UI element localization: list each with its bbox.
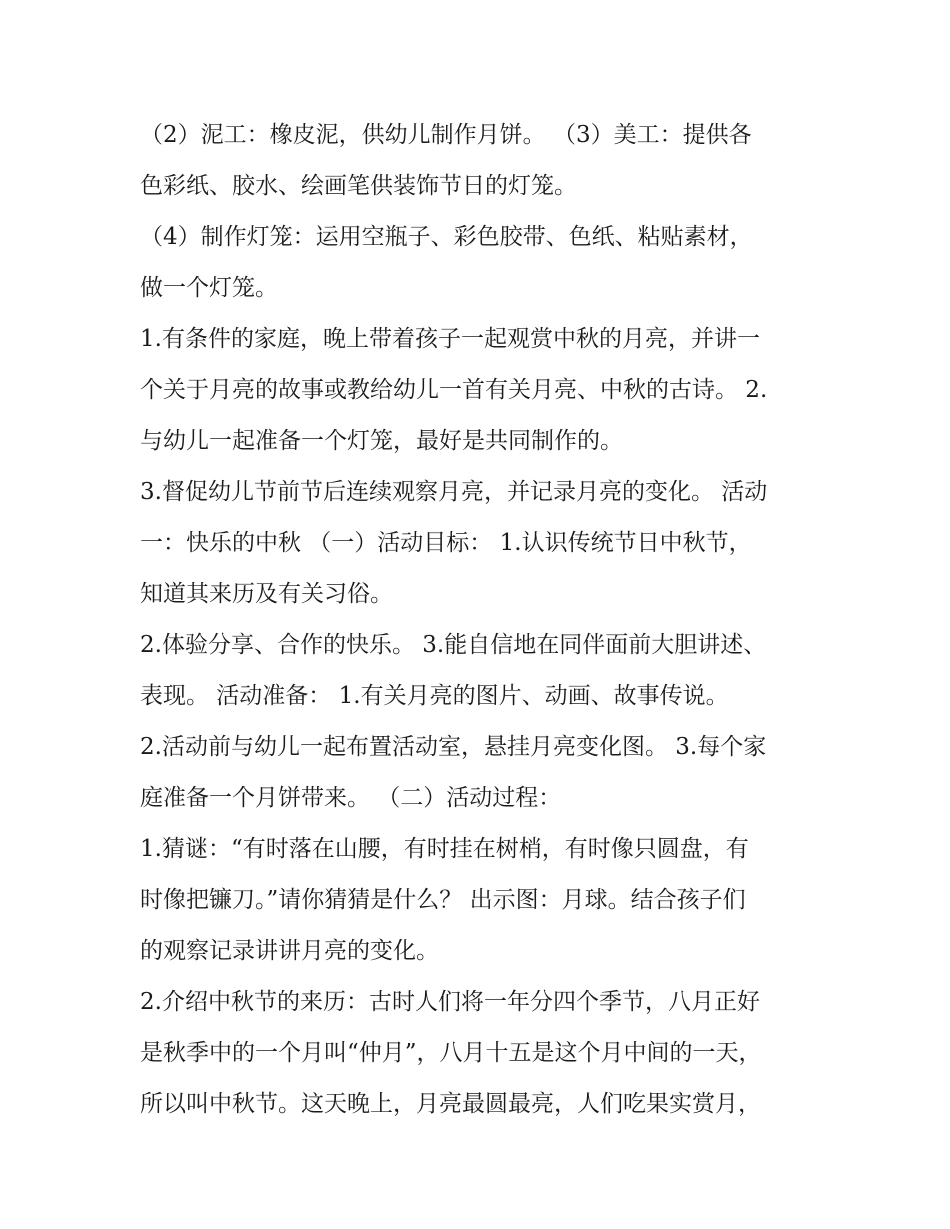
text-line: 一：快乐的中秋 （一）活动目标： 1.认识传统节日中秋节， xyxy=(140,530,752,556)
text-line: 色彩纸、胶水、绘画笔供装饰节日的灯笼。 xyxy=(140,173,577,199)
text-line: 是秋季中的一个月叫“仲月”，八月十五是这个月中间的一天， xyxy=(140,1040,762,1066)
text-line: 2.介绍中秋节的来历：古时人们将一年分四个季节，八月正好 xyxy=(140,989,760,1015)
body-text xyxy=(140,110,820,1130)
text-line: 个关于月亮的故事或教给幼儿一首有关月亮、中秋的古诗。 2. xyxy=(140,377,768,403)
text-line: 1.猜谜：“有时落在山腰，有时挂在树梢，有时像只圆盘，有 xyxy=(140,836,749,862)
text-line: 3.督促幼儿节前节后连续观察月亮，并记录月亮的变化。 活动 xyxy=(140,479,768,505)
text-line: 时像把镰刀。”请你猜猜是什么？ 出示图：月球。结合孩子们 xyxy=(140,887,746,913)
text-line: （2）泥工：橡皮泥，供幼儿制作月饼。 （3）美工：提供各 xyxy=(140,122,752,148)
text-line: 表现。 活动准备： 1.有关月亮的图片、动画、故事传说。 xyxy=(140,683,729,709)
text-line: 知道其来历及有关习俗。 xyxy=(140,581,393,607)
text-line: （4）制作灯笼：运用空瓶子、彩色胶带、色纸、粘贴素材， xyxy=(140,224,753,250)
text-line: 的观察记录讲讲月亮的变化。 xyxy=(140,938,439,964)
text-line: 1.有条件的家庭，晚上带着孩子一起观赏中秋的月亮，并讲一 xyxy=(140,326,760,352)
text-line: 所以叫中秋节。这天晚上，月亮最圆最亮，人们吃果实赏月， xyxy=(140,1091,761,1117)
text-line: 庭准备一个月饼带来。 （二）活动过程： xyxy=(140,785,562,811)
text-line: 做一个灯笼。 xyxy=(140,275,278,301)
text-line: 2.体验分享、合作的快乐。 3.能自信地在同伴面前大胆讲述、 xyxy=(140,632,767,658)
text-line: 2.活动前与幼儿一起布置活动室，悬挂月亮变化图。 3.每个家 xyxy=(140,734,767,760)
text-line: 与幼儿一起准备一个灯笼，最好是共同制作的。 xyxy=(140,428,623,454)
